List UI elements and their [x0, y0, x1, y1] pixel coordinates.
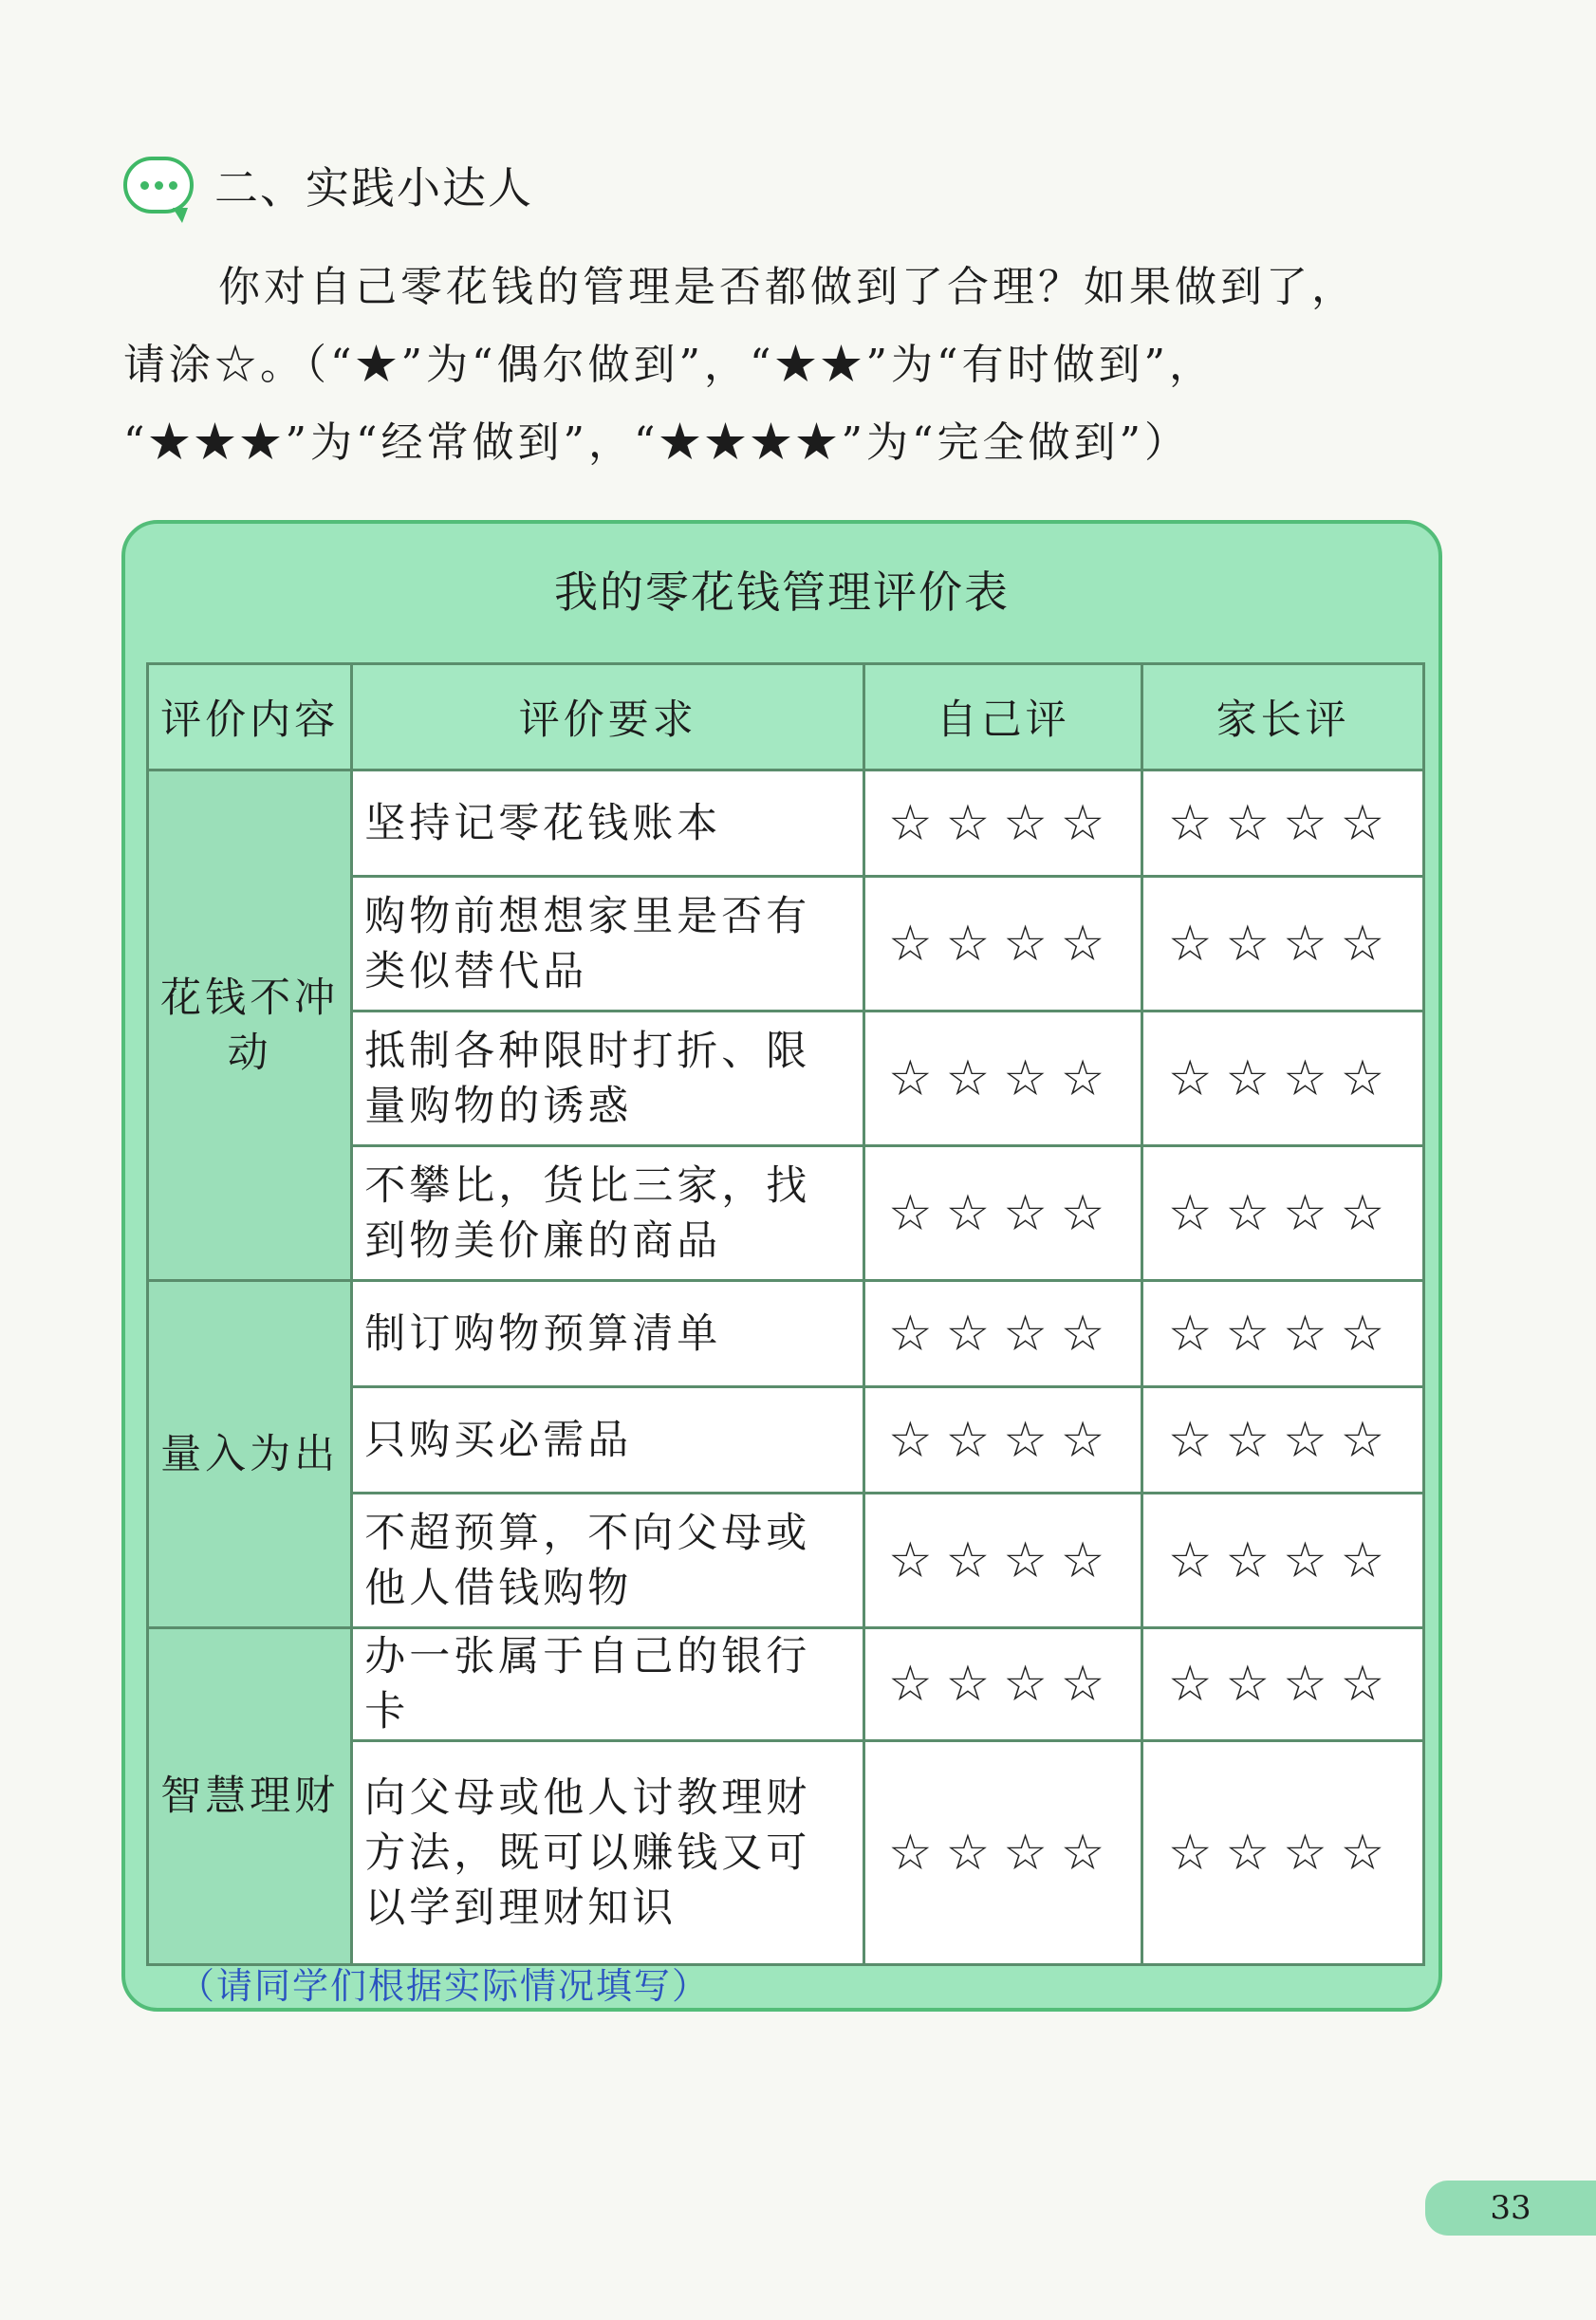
table-row [148, 770, 1424, 877]
section-title: 二、实践小达人 [214, 162, 533, 213]
self-rating-stars[interactable]: ☆☆☆☆ [864, 1012, 1142, 1146]
instructions-line-2: 请涂☆。（“★”为“偶尔做到”，“★★”为“有时做到”， [123, 341, 1215, 389]
parent-rating-stars[interactable]: ☆☆☆☆ [1142, 1628, 1424, 1741]
self-rating-stars[interactable]: ☆☆☆☆ [864, 1741, 1142, 1965]
parent-rating-stars[interactable]: ☆☆☆☆ [1142, 1387, 1424, 1494]
self-rating-stars[interactable]: ☆☆☆☆ [864, 770, 1142, 877]
table-title: 我的零花钱管理评价表 [554, 566, 1010, 618]
fill-in-note: （请同学们根据实际情况填写） [178, 1965, 711, 2007]
requirement-cell: 不超预算，不向父母或他人借钱购物 [352, 1494, 864, 1628]
self-rating-stars[interactable]: ☆☆☆☆ [864, 1628, 1142, 1741]
requirement-cell: 不攀比，货比三家，找到物美价廉的商品 [352, 1146, 864, 1281]
instructions-line-1: 你对自己零花钱的管理是否都做到了合理？如果做到了， [218, 263, 1357, 311]
evaluation-table [146, 662, 1425, 1966]
requirement-cell: 办一张属于自己的银行卡 [352, 1628, 864, 1741]
requirement-cell: 坚持记零花钱账本 [352, 770, 864, 877]
requirement-cell: 向父母或他人讨教理财方法，既可以赚钱又可以学到理财知识 [352, 1741, 864, 1965]
header-requirement: 评价要求 [352, 664, 864, 770]
parent-rating-stars[interactable]: ☆☆☆☆ [1142, 1281, 1424, 1387]
parent-rating-stars[interactable]: ☆☆☆☆ [1142, 1012, 1424, 1146]
category-cell: 量入为出 [148, 1281, 352, 1628]
category-cell: 智慧理财 [148, 1628, 352, 1965]
requirement-cell: 抵制各种限时打折、限量购物的诱惑 [352, 1012, 864, 1146]
self-rating-stars[interactable]: ☆☆☆☆ [864, 1387, 1142, 1494]
instructions-line-3: “★★★”为“经常做到”，“★★★★”为“完全做到”） [123, 418, 1190, 467]
header-category: 评价内容 [148, 664, 352, 770]
chat-bubble-icon [123, 157, 194, 213]
header-parent: 家长评 [1142, 664, 1424, 770]
evaluation-panel [121, 520, 1442, 2012]
table-row [148, 1628, 1424, 1741]
page-number: 33 [1425, 2181, 1596, 2236]
self-rating-stars[interactable]: ☆☆☆☆ [864, 877, 1142, 1012]
requirement-cell: 制订购物预算清单 [352, 1281, 864, 1387]
header-self: 自己评 [864, 664, 1142, 770]
self-rating-stars[interactable]: ☆☆☆☆ [864, 1281, 1142, 1387]
section-heading [123, 154, 533, 216]
parent-rating-stars[interactable]: ☆☆☆☆ [1142, 1741, 1424, 1965]
table-row [148, 1281, 1424, 1387]
parent-rating-stars[interactable]: ☆☆☆☆ [1142, 770, 1424, 877]
self-rating-stars[interactable]: ☆☆☆☆ [864, 1146, 1142, 1281]
self-rating-stars[interactable]: ☆☆☆☆ [864, 1494, 1142, 1628]
parent-rating-stars[interactable]: ☆☆☆☆ [1142, 1146, 1424, 1281]
category-cell: 花钱不冲动 [148, 770, 352, 1281]
parent-rating-stars[interactable]: ☆☆☆☆ [1142, 877, 1424, 1012]
parent-rating-stars[interactable]: ☆☆☆☆ [1142, 1494, 1424, 1628]
requirement-cell: 购物前想想家里是否有类似替代品 [352, 877, 864, 1012]
requirement-cell: 只购买必需品 [352, 1387, 864, 1494]
instructions [123, 249, 1433, 482]
table-header-row [148, 664, 1424, 770]
